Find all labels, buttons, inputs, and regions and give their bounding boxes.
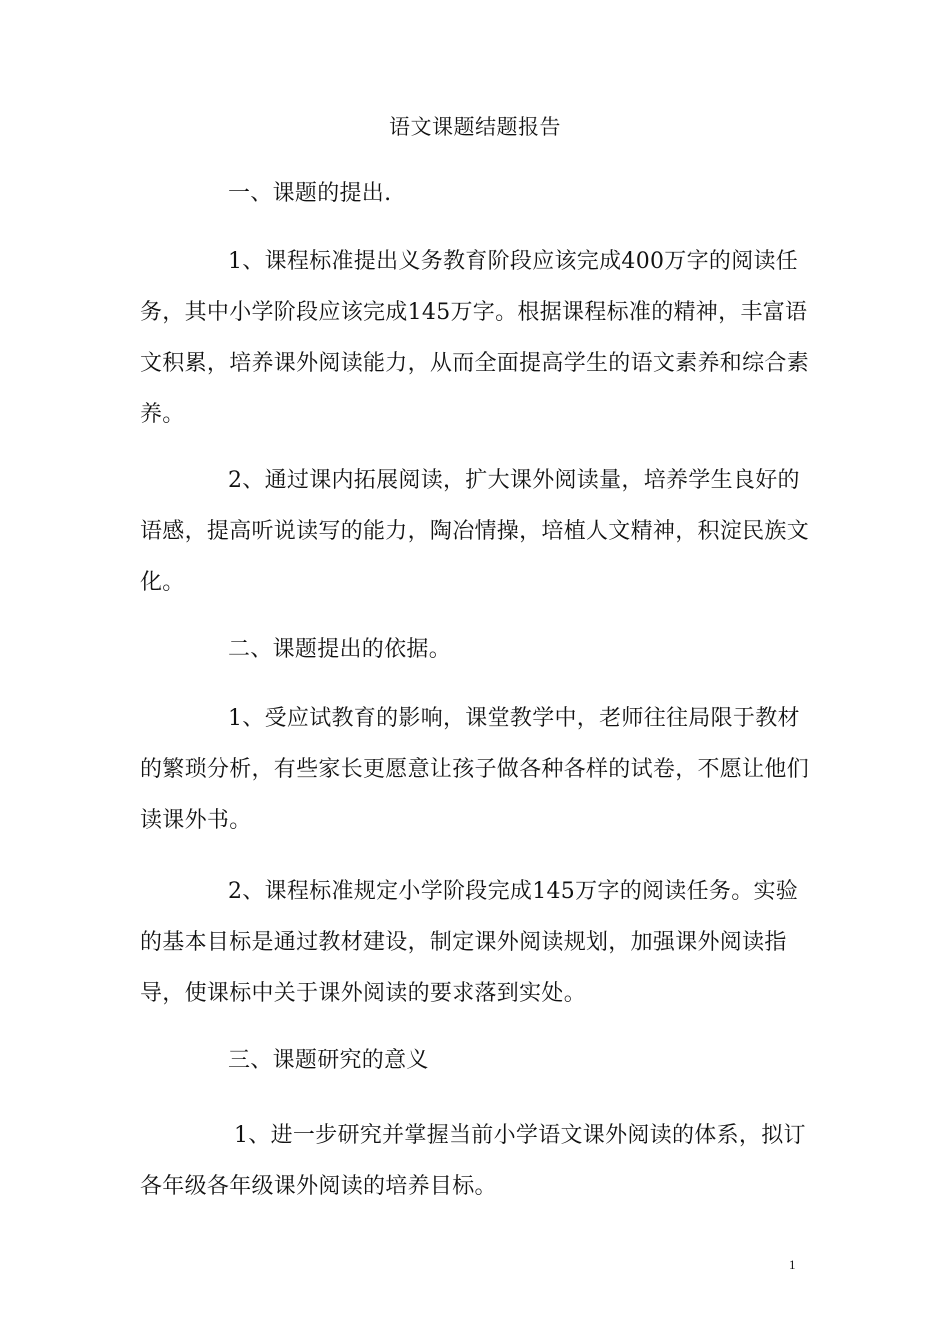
page-number: 1 (789, 1257, 796, 1272)
section-heading-2: 二、课题提出的依据。 (228, 637, 452, 662)
paragraph-2-2: 2、课程标准规定小学阶段完成145万字的阅读任务。实验的基本目标是通过教材建设，制定课外阅读规划，加强课外阅读指导，使课标中关于课外阅读的要求落到实处。 (140, 879, 799, 1006)
paragraph-2-1: 1、受应试教育的影响，课堂教学中，老师往往局限于教材的繁琐分析，有些家长更愿意让孩子做各种各样的试卷，不愿让他们读课外书。 (140, 706, 810, 833)
document-title: 语文课题结题报告 (389, 115, 561, 139)
paragraph-1-2: 2、通过课内拓展阅读，扩大课外阅读量，培养学生良好的语感，提高听说读写的能力，陶冶情操，培植人文精神，积淀民族文化。 (140, 468, 810, 595)
section-heading-1: 一、课题的提出. (228, 181, 392, 206)
section-heading-3: 三、课题研究的意义 (228, 1048, 429, 1073)
paragraph-1-1: 1、课程标准提出义务教育阶段应该完成400万字的阅读任务，其中小学阶段应该完成145万字。根据课程标准的精神，丰富语文积累，培养课外阅读能力，从而全面提高学生的语文素养和综合素养。 (140, 249, 810, 427)
paragraph-3-1: 1、进一步研究并掌握当前小学语文课外阅读的体系，拟订各年级各年级课外阅读的培养目标。 (140, 1123, 806, 1199)
